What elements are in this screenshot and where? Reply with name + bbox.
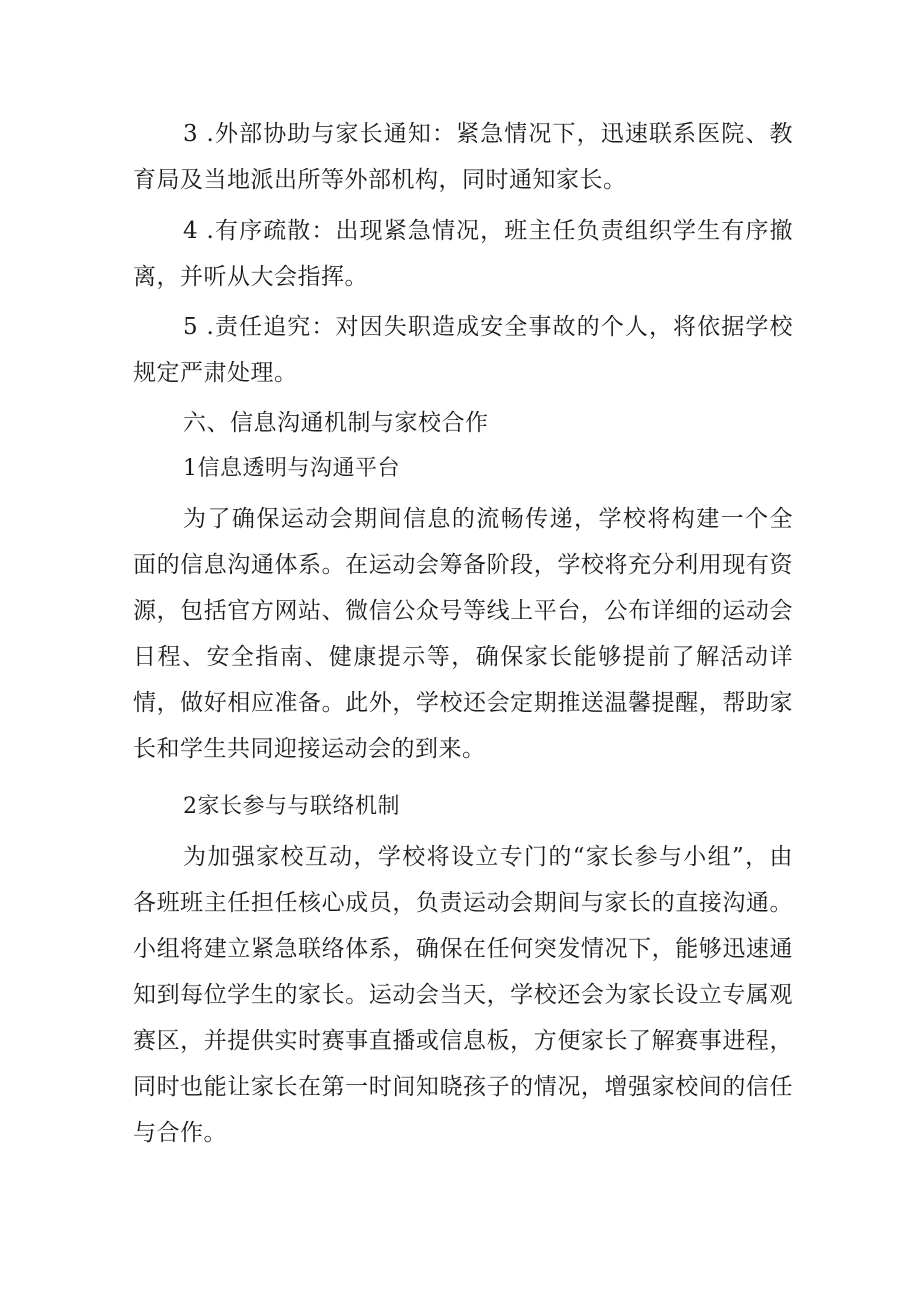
subsection-1-body: 为了确保运动会期间信息的流畅传递，学校将构建一个全面的信息沟通体系。在运动会筹备阶段，学校将充分利用现有资源，包括官方网站、微信公众号等线上平台，公布详细的运动会日程、安全指南、健康提示等，确保家长能够提前了解活动详情，做好相应准备。此外，学校还会定期推送温馨提醒，帮助家长和学生共同迎接运动会的到来。 <box>133 506 793 762</box>
section-title: 六、信息沟通机制与家校合作 <box>183 410 489 436</box>
item-4-paragraph: 4 .有序疏散：出现紧急情况，班主任负责组织学生有序撤离，并听从大会指挥。 <box>133 218 793 290</box>
subsection-1-title: 1信息透明与沟通平台 <box>183 456 400 481</box>
subsection-2-body: 为加强家校互动，学校将设立专门的“家长参与小组”，由各班班主任担任核心成员，负责运动会期间与家长的直接沟通。小组将建立紧急联络体系，确保在任何突发情况下，能够迅速通知到每位学生的家长。运动会当天，学校还会为家长设立专属观赛区，并提供实时赛事直播或信息板，方便家长了解赛事进程，同时也能让家长在第一时间知晓孩子的情况，增强家校间的信任与合作。 <box>133 844 793 1146</box>
item-5-paragraph: 5 .责任追究：对因失职造成安全事故的个人，将依据学校规定严肃处理。 <box>133 314 793 386</box>
item-3-paragraph: 3 .外部协助与家长通知：紧急情况下，迅速联系医院、教育局及当地派出所等外部机构，同时通知家长。 <box>133 121 793 193</box>
subsection-2-title: 2家长参与与联络机制 <box>183 794 400 819</box>
